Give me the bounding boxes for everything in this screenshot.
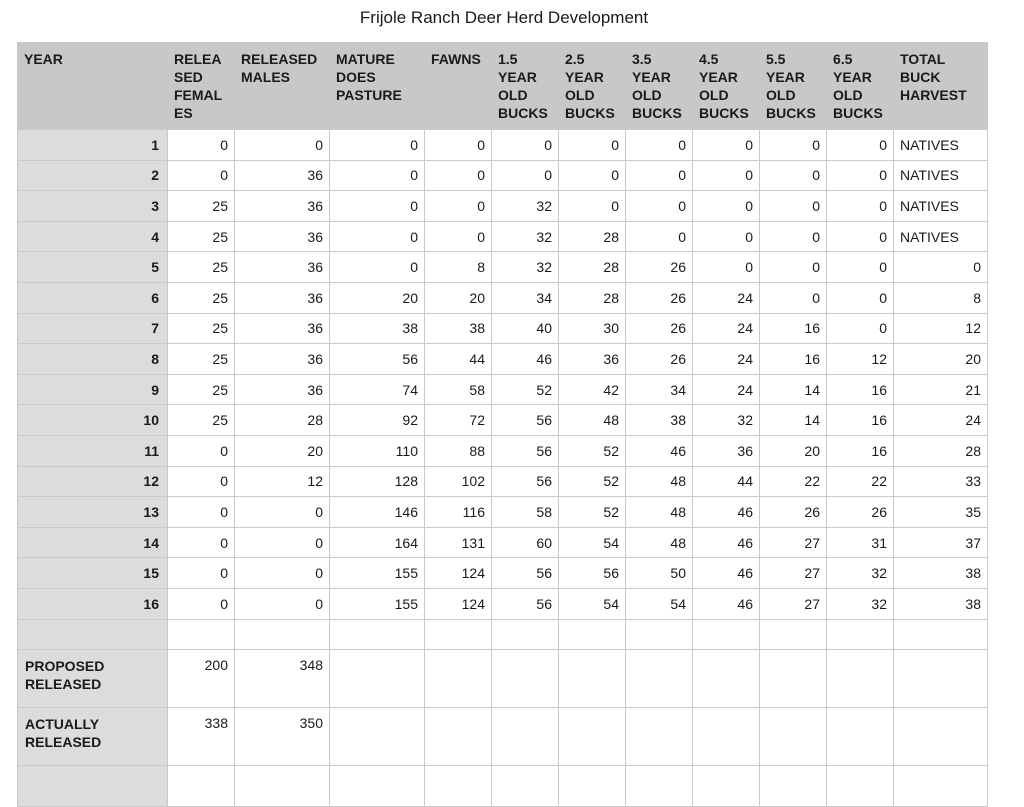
table-cell[interactable]: NATIVES xyxy=(894,191,988,222)
table-cell[interactable]: 56 xyxy=(559,558,626,589)
table-cell[interactable]: 30 xyxy=(559,313,626,344)
table-row xyxy=(18,588,988,619)
table-cell[interactable]: 0 xyxy=(626,191,693,222)
table-cell[interactable]: 28 xyxy=(894,435,988,466)
table-cell[interactable]: 32 xyxy=(827,588,894,619)
table-cell[interactable]: 0 xyxy=(168,588,235,619)
table-cell[interactable]: NATIVES xyxy=(894,160,988,191)
empty-cell[interactable] xyxy=(168,765,235,806)
table-cell[interactable]: 0 xyxy=(760,160,827,191)
empty-cell[interactable] xyxy=(693,619,760,649)
table-cell[interactable]: 0 xyxy=(235,588,330,619)
table-cell[interactable]: 14 xyxy=(760,405,827,436)
table-cell[interactable]: 38 xyxy=(425,313,492,344)
table-cell[interactable]: 0 xyxy=(760,282,827,313)
empty-cell[interactable] xyxy=(425,765,492,806)
table-cell[interactable]: 102 xyxy=(425,466,492,497)
table-cell[interactable]: 27 xyxy=(760,558,827,589)
column-header[interactable]: TOTAL BUCK HARVEST xyxy=(894,43,988,130)
table-cell[interactable]: NATIVES xyxy=(894,130,988,161)
table-row xyxy=(18,191,988,222)
table-cell[interactable]: 0 xyxy=(330,130,425,161)
table-row xyxy=(18,160,988,191)
table-cell[interactable]: 20 xyxy=(760,435,827,466)
year-cell[interactable]: 10 xyxy=(18,405,168,436)
empty-cell[interactable] xyxy=(559,707,626,765)
year-cell[interactable]: 13 xyxy=(18,497,168,528)
column-header[interactable]: RELEASED MALES xyxy=(235,43,330,130)
year-cell[interactable]: 3 xyxy=(18,191,168,222)
table-cell[interactable]: 54 xyxy=(626,588,693,619)
table-cell[interactable]: 38 xyxy=(626,405,693,436)
table-cell[interactable]: NATIVES xyxy=(894,221,988,252)
table-cell[interactable]: 26 xyxy=(827,497,894,528)
table-cell[interactable]: 16 xyxy=(827,435,894,466)
year-cell[interactable]: 6 xyxy=(18,282,168,313)
table-cell[interactable]: 16 xyxy=(827,374,894,405)
empty-cell[interactable] xyxy=(492,649,559,707)
year-cell[interactable]: 5 xyxy=(18,252,168,283)
table-cell[interactable]: 16 xyxy=(760,313,827,344)
table-cell[interactable]: 0 xyxy=(330,191,425,222)
table-row xyxy=(18,527,988,558)
table-cell[interactable]: 26 xyxy=(626,252,693,283)
empty-cell[interactable] xyxy=(330,649,425,707)
table-cell[interactable]: 0 xyxy=(425,191,492,222)
table-cell[interactable]: 0 xyxy=(693,191,760,222)
year-cell[interactable]: 12 xyxy=(18,466,168,497)
empty-cell[interactable] xyxy=(626,707,693,765)
table-cell[interactable]: 46 xyxy=(693,588,760,619)
table-cell[interactable]: 36 xyxy=(235,221,330,252)
table-cell[interactable]: 44 xyxy=(693,466,760,497)
table-cell[interactable]: 50 xyxy=(626,558,693,589)
table-cell[interactable]: 0 xyxy=(626,130,693,161)
empty-cell[interactable] xyxy=(626,649,693,707)
table-cell[interactable]: 25 xyxy=(168,191,235,222)
empty-cell[interactable] xyxy=(760,649,827,707)
table-row xyxy=(18,497,988,528)
table-cell[interactable]: 0 xyxy=(760,221,827,252)
table-cell[interactable]: 25 xyxy=(168,374,235,405)
table-cell[interactable]: 0 xyxy=(693,160,760,191)
empty-row xyxy=(18,619,988,649)
table-cell[interactable]: 0 xyxy=(760,191,827,222)
table-cell[interactable]: 0 xyxy=(827,282,894,313)
column-header[interactable]: 6.5 YEAR OLD BUCKS xyxy=(827,43,894,130)
table-cell[interactable]: 46 xyxy=(693,497,760,528)
table-cell[interactable]: 0 xyxy=(559,191,626,222)
table-cell[interactable]: 21 xyxy=(894,374,988,405)
empty-cell[interactable] xyxy=(693,649,760,707)
column-header[interactable]: FAWNS xyxy=(425,43,492,130)
table-cell[interactable]: 24 xyxy=(693,313,760,344)
table-cell[interactable]: 0 xyxy=(330,252,425,283)
table-cell[interactable]: 25 xyxy=(168,252,235,283)
table-cell[interactable]: 34 xyxy=(492,282,559,313)
table-cell[interactable]: 128 xyxy=(330,466,425,497)
table-cell[interactable]: 37 xyxy=(894,527,988,558)
table-cell[interactable]: 22 xyxy=(760,466,827,497)
table-cell[interactable]: 38 xyxy=(894,588,988,619)
table-cell[interactable]: 25 xyxy=(168,221,235,252)
table-cell[interactable]: 38 xyxy=(330,313,425,344)
table-cell[interactable]: 27 xyxy=(760,588,827,619)
table-row xyxy=(18,130,988,161)
table-row xyxy=(18,221,988,252)
empty-row xyxy=(18,765,988,806)
table-cell[interactable]: 22 xyxy=(827,466,894,497)
empty-cell[interactable] xyxy=(760,707,827,765)
table-cell[interactable]: 36 xyxy=(235,374,330,405)
table-row xyxy=(18,405,988,436)
header-row xyxy=(18,43,988,130)
table-cell[interactable]: 12 xyxy=(827,344,894,375)
table-row xyxy=(18,435,988,466)
summary-label[interactable]: PROPOSED RELEASED xyxy=(18,649,168,707)
table-cell[interactable]: 25 xyxy=(168,313,235,344)
table-cell[interactable]: 56 xyxy=(492,435,559,466)
table-cell[interactable]: 26 xyxy=(626,313,693,344)
table-cell[interactable]: 56 xyxy=(492,588,559,619)
year-cell[interactable]: 2 xyxy=(18,160,168,191)
column-header[interactable]: YEAR xyxy=(18,43,168,130)
table-cell[interactable]: 26 xyxy=(626,282,693,313)
released-males-total[interactable]: 350 xyxy=(235,707,330,765)
empty-cell[interactable] xyxy=(559,765,626,806)
released-females-total[interactable]: 338 xyxy=(168,707,235,765)
table-cell[interactable]: 0 xyxy=(827,313,894,344)
table-cell[interactable]: 20 xyxy=(425,282,492,313)
table-cell[interactable]: 0 xyxy=(760,130,827,161)
table-cell[interactable]: 42 xyxy=(559,374,626,405)
sheet-title: Frijole Ranch Deer Herd Development xyxy=(359,8,649,27)
table-cell[interactable]: 0 xyxy=(626,160,693,191)
table-cell[interactable]: 28 xyxy=(235,405,330,436)
table-cell[interactable]: 0 xyxy=(492,160,559,191)
table-cell[interactable]: 0 xyxy=(693,221,760,252)
empty-cell[interactable] xyxy=(235,619,330,649)
summary-row xyxy=(18,707,988,765)
table-cell[interactable]: 0 xyxy=(235,527,330,558)
year-cell[interactable]: 15 xyxy=(18,558,168,589)
table-cell[interactable]: 54 xyxy=(559,527,626,558)
table-cell[interactable]: 155 xyxy=(330,558,425,589)
table-cell[interactable]: 0 xyxy=(235,130,330,161)
table-row xyxy=(18,313,988,344)
table-cell[interactable]: 24 xyxy=(894,405,988,436)
empty-cell[interactable] xyxy=(235,765,330,806)
column-header[interactable]: 2.5 YEAR OLD BUCKS xyxy=(559,43,626,130)
year-cell[interactable]: 7 xyxy=(18,313,168,344)
released-females-total[interactable]: 200 xyxy=(168,649,235,707)
table-cell[interactable]: 0 xyxy=(168,466,235,497)
column-header[interactable]: 3.5 YEAR OLD BUCKS xyxy=(626,43,693,130)
table-cell[interactable]: 56 xyxy=(492,405,559,436)
table-cell[interactable]: 52 xyxy=(559,466,626,497)
year-cell[interactable]: 16 xyxy=(18,588,168,619)
empty-cell[interactable] xyxy=(894,765,988,806)
table-cell[interactable]: 33 xyxy=(894,466,988,497)
empty-cell[interactable] xyxy=(330,707,425,765)
empty-cell[interactable] xyxy=(760,765,827,806)
year-cell[interactable]: 1 xyxy=(18,130,168,161)
table-cell[interactable]: 0 xyxy=(693,130,760,161)
table-cell[interactable]: 0 xyxy=(827,252,894,283)
table-row xyxy=(18,252,988,283)
table-cell[interactable]: 44 xyxy=(425,344,492,375)
table-cell[interactable]: 88 xyxy=(425,435,492,466)
table-cell[interactable]: 36 xyxy=(235,252,330,283)
table-cell[interactable]: 155 xyxy=(330,588,425,619)
table-cell[interactable]: 25 xyxy=(168,405,235,436)
table-row xyxy=(18,558,988,589)
table-cell[interactable]: 48 xyxy=(626,527,693,558)
table-cell[interactable]: 46 xyxy=(693,527,760,558)
column-header[interactable]: MATURE DOES PASTURE xyxy=(330,43,425,130)
table-cell[interactable]: 28 xyxy=(559,282,626,313)
table-cell[interactable]: 0 xyxy=(168,160,235,191)
year-cell[interactable]: 9 xyxy=(18,374,168,405)
table-cell[interactable]: 26 xyxy=(626,344,693,375)
table-cell[interactable]: 20 xyxy=(330,282,425,313)
table-cell[interactable]: 0 xyxy=(894,252,988,283)
table-cell[interactable]: 8 xyxy=(894,282,988,313)
table-cell[interactable]: 32 xyxy=(827,558,894,589)
table-cell[interactable]: 56 xyxy=(330,344,425,375)
table-cell[interactable]: 25 xyxy=(168,344,235,375)
table-cell[interactable]: 20 xyxy=(894,344,988,375)
deer-herd-table xyxy=(17,42,988,807)
table-cell[interactable]: 0 xyxy=(168,527,235,558)
empty-cell[interactable] xyxy=(425,649,492,707)
table-cell[interactable]: 16 xyxy=(827,405,894,436)
table-cell[interactable]: 131 xyxy=(425,527,492,558)
table-cell[interactable]: 74 xyxy=(330,374,425,405)
table-cell[interactable]: 58 xyxy=(492,497,559,528)
table-cell[interactable]: 24 xyxy=(693,344,760,375)
table-cell[interactable]: 56 xyxy=(492,558,559,589)
empty-cell[interactable] xyxy=(492,707,559,765)
table-row xyxy=(18,466,988,497)
table-cell[interactable]: 32 xyxy=(492,191,559,222)
column-header[interactable]: 5.5 YEAR OLD BUCKS xyxy=(760,43,827,130)
table-cell[interactable]: 52 xyxy=(559,497,626,528)
empty-cell[interactable] xyxy=(330,765,425,806)
table-cell[interactable]: 27 xyxy=(760,527,827,558)
table-cell[interactable]: 32 xyxy=(693,405,760,436)
table-cell[interactable]: 48 xyxy=(559,405,626,436)
table-row xyxy=(18,282,988,313)
empty-cell[interactable] xyxy=(492,619,559,649)
table-cell[interactable]: 34 xyxy=(626,374,693,405)
table-cell[interactable]: 164 xyxy=(330,527,425,558)
table-cell[interactable]: 32 xyxy=(492,252,559,283)
table-cell[interactable]: 8 xyxy=(425,252,492,283)
table-cell[interactable]: 72 xyxy=(425,405,492,436)
table-cell[interactable]: 48 xyxy=(626,466,693,497)
table-cell[interactable]: 54 xyxy=(559,588,626,619)
empty-cell[interactable] xyxy=(168,619,235,649)
table-cell[interactable]: 31 xyxy=(827,527,894,558)
empty-cell[interactable] xyxy=(894,649,988,707)
table-cell[interactable]: 36 xyxy=(235,282,330,313)
table-cell[interactable]: 36 xyxy=(235,160,330,191)
table-cell[interactable]: 56 xyxy=(492,466,559,497)
empty-cell[interactable] xyxy=(18,765,168,806)
table-cell[interactable]: 25 xyxy=(168,282,235,313)
table-cell[interactable]: 12 xyxy=(235,466,330,497)
table-cell[interactable]: 116 xyxy=(425,497,492,528)
table-cell[interactable]: 0 xyxy=(626,221,693,252)
empty-cell[interactable] xyxy=(626,619,693,649)
table-cell[interactable]: 36 xyxy=(235,313,330,344)
released-males-total[interactable]: 348 xyxy=(235,649,330,707)
table-cell[interactable]: 48 xyxy=(626,497,693,528)
empty-cell[interactable] xyxy=(425,619,492,649)
empty-cell[interactable] xyxy=(827,619,894,649)
table-cell[interactable]: 0 xyxy=(425,130,492,161)
table-cell[interactable]: 0 xyxy=(425,221,492,252)
empty-cell[interactable] xyxy=(559,649,626,707)
table-cell[interactable]: 0 xyxy=(760,252,827,283)
empty-cell[interactable] xyxy=(894,619,988,649)
year-cell[interactable]: 4 xyxy=(18,221,168,252)
empty-cell[interactable] xyxy=(693,707,760,765)
empty-cell[interactable] xyxy=(492,765,559,806)
table-cell[interactable]: 0 xyxy=(235,497,330,528)
table-cell[interactable]: 58 xyxy=(425,374,492,405)
summary-label[interactable]: ACTUALLY RELEASED xyxy=(18,707,168,765)
table-cell[interactable]: 0 xyxy=(827,160,894,191)
table-cell[interactable]: 26 xyxy=(760,497,827,528)
table-cell[interactable]: 24 xyxy=(693,282,760,313)
table-cell[interactable]: 46 xyxy=(492,344,559,375)
empty-cell[interactable] xyxy=(626,765,693,806)
empty-cell[interactable] xyxy=(559,619,626,649)
table-row xyxy=(18,374,988,405)
table-cell[interactable]: 124 xyxy=(425,588,492,619)
table-cell[interactable]: 32 xyxy=(492,221,559,252)
empty-cell[interactable] xyxy=(827,765,894,806)
empty-cell[interactable] xyxy=(330,619,425,649)
table-cell[interactable]: 36 xyxy=(559,344,626,375)
table-cell[interactable]: 0 xyxy=(235,558,330,589)
column-header[interactable]: 4.5 YEAR OLD BUCKS xyxy=(693,43,760,130)
table-cell[interactable]: 110 xyxy=(330,435,425,466)
year-cell[interactable]: 11 xyxy=(18,435,168,466)
table-cell[interactable]: 0 xyxy=(168,435,235,466)
table-cell[interactable]: 35 xyxy=(894,497,988,528)
table-cell[interactable]: 52 xyxy=(559,435,626,466)
table-cell[interactable]: 36 xyxy=(235,344,330,375)
empty-cell[interactable] xyxy=(760,619,827,649)
column-header[interactable]: RELEA SED FEMAL ES xyxy=(168,43,235,130)
table-cell[interactable]: 0 xyxy=(330,221,425,252)
table-cell[interactable]: 0 xyxy=(168,558,235,589)
year-cell[interactable]: 14 xyxy=(18,527,168,558)
table-cell[interactable]: 0 xyxy=(168,497,235,528)
summary-row xyxy=(18,649,988,707)
table-cell[interactable]: 46 xyxy=(626,435,693,466)
table-cell[interactable]: 24 xyxy=(693,374,760,405)
table-row xyxy=(18,344,988,375)
table-cell[interactable]: 0 xyxy=(559,130,626,161)
table-cell[interactable]: 0 xyxy=(827,221,894,252)
table-cell[interactable]: 20 xyxy=(235,435,330,466)
table-cell[interactable]: 0 xyxy=(492,130,559,161)
table-cell[interactable]: 14 xyxy=(760,374,827,405)
empty-cell[interactable] xyxy=(425,707,492,765)
table-cell[interactable]: 40 xyxy=(492,313,559,344)
table-cell[interactable]: 28 xyxy=(559,252,626,283)
table-cell[interactable]: 146 xyxy=(330,497,425,528)
table-cell[interactable]: 46 xyxy=(693,558,760,589)
table-cell[interactable]: 92 xyxy=(330,405,425,436)
table-cell[interactable]: 0 xyxy=(559,160,626,191)
table-cell[interactable]: 16 xyxy=(760,344,827,375)
table-cell[interactable]: 124 xyxy=(425,558,492,589)
empty-cell[interactable] xyxy=(827,649,894,707)
table-cell[interactable]: 12 xyxy=(894,313,988,344)
table-cell[interactable]: 38 xyxy=(894,558,988,589)
table-cell[interactable]: 0 xyxy=(693,252,760,283)
table-cell[interactable]: 0 xyxy=(168,130,235,161)
column-header[interactable]: 1.5 YEAR OLD BUCKS xyxy=(492,43,559,130)
table-cell[interactable]: 36 xyxy=(693,435,760,466)
year-cell[interactable]: 8 xyxy=(18,344,168,375)
empty-cell[interactable] xyxy=(894,707,988,765)
table-cell[interactable]: 0 xyxy=(330,160,425,191)
table-cell[interactable]: 52 xyxy=(492,374,559,405)
empty-cell[interactable] xyxy=(18,619,168,649)
table-cell[interactable]: 60 xyxy=(492,527,559,558)
empty-cell[interactable] xyxy=(827,707,894,765)
table-cell[interactable]: 36 xyxy=(235,191,330,222)
table-cell[interactable]: 0 xyxy=(827,130,894,161)
table-cell[interactable]: 0 xyxy=(425,160,492,191)
empty-cell[interactable] xyxy=(693,765,760,806)
table-cell[interactable]: 28 xyxy=(559,221,626,252)
table-cell[interactable]: 0 xyxy=(827,191,894,222)
